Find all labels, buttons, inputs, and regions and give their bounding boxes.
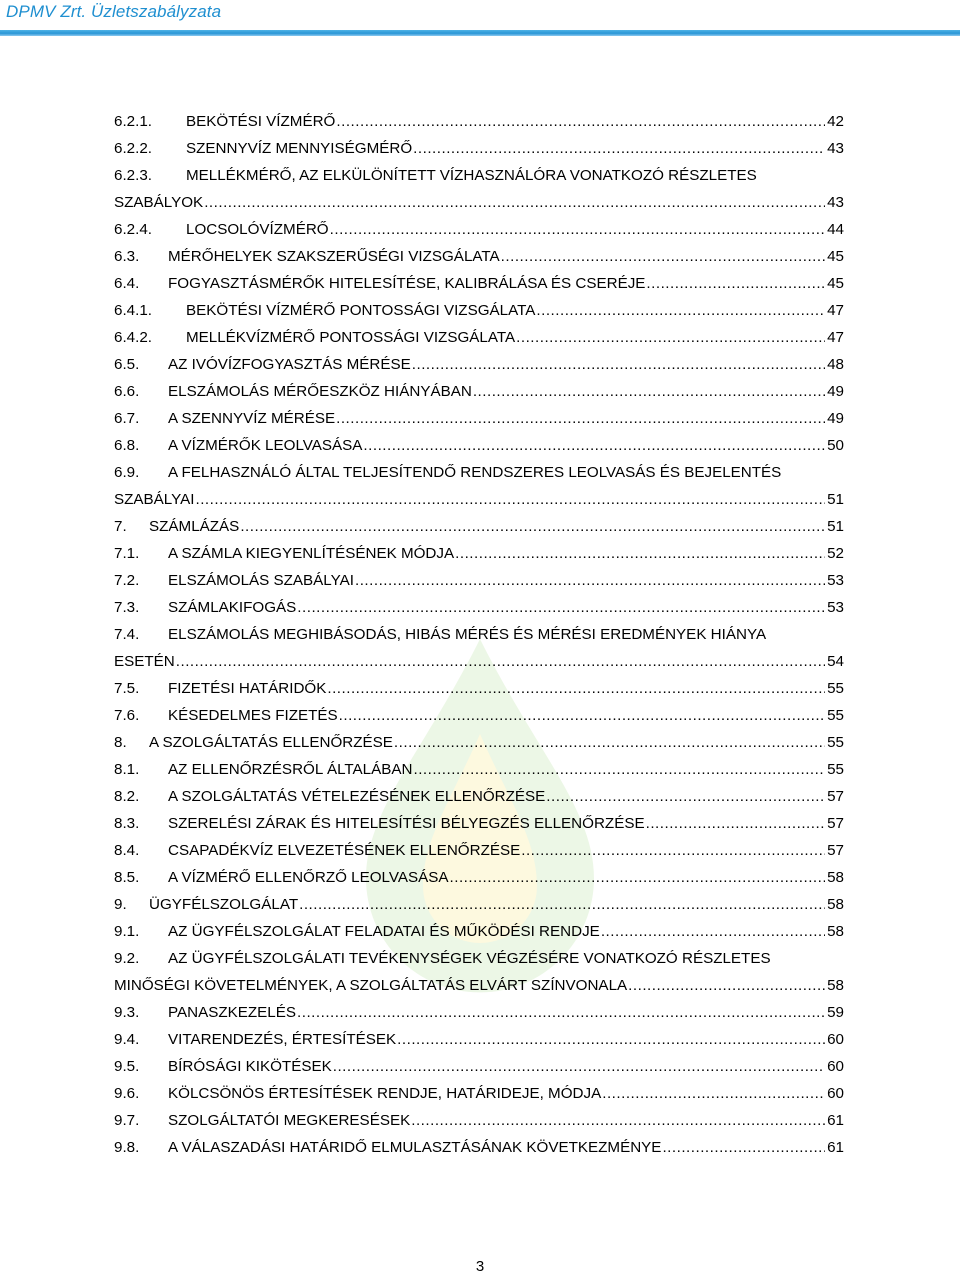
toc-entry-title: LOCSOLÓVÍZMÉRŐ (186, 221, 329, 238)
toc-entry-title: MINŐSÉGI KÖVETELMÉNYEK, A SZOLGÁLTATÁS ELVÁRT SZÍNVONALA (114, 977, 628, 994)
toc-dot-leader (333, 1053, 825, 1080)
toc-entry[interactable] (114, 675, 844, 702)
page-header-title: DPMV Zrt. Üzletszabályzata (6, 2, 222, 21)
toc-entry-number: 6.4.1. (114, 302, 152, 319)
toc-entry-title: MÉRŐHELYEK SZAKSZERŰSÉGI VIZSGÁLATA (168, 248, 500, 265)
toc-entry[interactable] (114, 648, 844, 675)
toc-entry[interactable] (114, 486, 844, 513)
toc-entry-page: 53 (827, 572, 844, 589)
toc-dot-leader (628, 972, 825, 999)
toc-entry[interactable] (114, 405, 844, 432)
toc-dot-leader (646, 270, 825, 297)
toc-entry-title: FIZETÉSI HATÁRIDŐK (168, 680, 327, 697)
toc-entry-page: 59 (827, 1004, 844, 1021)
toc-entry-page: 61 (827, 1112, 844, 1129)
toc-entry-page: 57 (827, 788, 844, 805)
toc-entry-page: 53 (827, 599, 844, 616)
toc-entry-title: ELSZÁMOLÁS MÉRŐESZKÖZ HIÁNYÁBAN (168, 383, 472, 400)
toc-entry-title: SZÁMLAKIFOGÁS (168, 599, 297, 616)
toc-entry-title: SZERELÉSI ZÁRAK ÉS HITELESÍTÉSI BÉLYEGZÉS ELLENŐRZÉSE (168, 815, 645, 832)
toc-entry[interactable] (114, 162, 844, 189)
toc-entry-number: 6.2.3. (114, 167, 152, 184)
toc-entry[interactable] (114, 945, 844, 972)
toc-entry-title: A VÍZMÉRŐK LEOLVASÁSA (168, 437, 363, 454)
toc-entry-title: ÜGYFÉLSZOLGÁLAT (149, 896, 299, 913)
toc-dot-leader (204, 189, 825, 216)
toc-dot-leader (336, 405, 825, 432)
toc-entry-page: 44 (827, 221, 844, 238)
toc-entry-title: A SZOLGÁLTATÁS ELLENŐRZÉSE (149, 734, 393, 751)
toc-entry[interactable] (114, 864, 844, 891)
toc-entry[interactable] (114, 567, 844, 594)
toc-entry-number: 6.2.2. (114, 140, 152, 157)
toc-entry[interactable] (114, 810, 844, 837)
toc-entry-number: 8.5. (114, 869, 140, 886)
toc-dot-leader (516, 324, 825, 351)
toc-entry-page: 43 (827, 140, 844, 157)
toc-entry-page: 55 (827, 680, 844, 697)
toc-dot-leader (240, 513, 825, 540)
toc-entry[interactable] (114, 972, 844, 999)
toc-entry-number: 6.6. (114, 383, 140, 400)
toc-dot-leader (601, 918, 825, 945)
toc-entry-title: ELSZÁMOLÁS MEGHIBÁSODÁS, HIBÁS MÉRÉS ÉS MÉRÉSI EREDMÉNYEK HIÁNYA (168, 626, 767, 643)
toc-entry-title: ELSZÁMOLÁS SZABÁLYAI (168, 572, 354, 589)
toc-entry[interactable] (114, 1080, 844, 1107)
toc-entry-number: 6.2.1. (114, 113, 152, 130)
toc-entry-title: KÖLCSÖNÖS ÉRTESÍTÉSEK RENDJE, HATÁRIDEJE, MÓDJA (168, 1085, 602, 1102)
toc-dot-leader (521, 837, 825, 864)
toc-entry[interactable] (114, 999, 844, 1026)
toc-entry-title: AZ ÜGYFÉLSZOLGÁLATI TEVÉKENYSÉGEK VÉGZÉSÉRE VONATKOZÓ RÉSZLETES (168, 950, 771, 967)
toc-dot-leader (536, 297, 825, 324)
table-of-contents (114, 108, 844, 1161)
toc-entry-page: 48 (827, 356, 844, 373)
toc-dot-leader (646, 810, 826, 837)
toc-entry-page: 47 (827, 302, 844, 319)
toc-entry-page: 57 (827, 842, 844, 859)
toc-entry-page: 51 (827, 491, 844, 508)
toc-entry[interactable] (114, 243, 844, 270)
toc-entry[interactable] (114, 729, 844, 756)
toc-entry-page: 45 (827, 248, 844, 265)
toc-entry[interactable] (114, 891, 844, 918)
toc-dot-leader (397, 1026, 825, 1053)
toc-dot-leader (176, 648, 825, 675)
toc-entry[interactable] (114, 594, 844, 621)
toc-entry-number: 6.4.2. (114, 329, 152, 346)
toc-dot-leader (501, 243, 825, 270)
toc-entry-number: 9.5. (114, 1058, 140, 1075)
toc-entry[interactable] (114, 756, 844, 783)
toc-dot-leader (195, 486, 825, 513)
toc-entry-number: 7. (114, 518, 127, 535)
page-number: 3 (475, 1258, 485, 1275)
toc-entry-title: CSAPADÉKVÍZ ELVEZETÉSÉNEK ELLENŐRZÉSE (168, 842, 521, 859)
toc-entry[interactable] (114, 324, 844, 351)
toc-entry[interactable] (114, 1026, 844, 1053)
toc-entry[interactable] (114, 783, 844, 810)
toc-dot-leader (299, 891, 825, 918)
toc-entry-title: SZÁMLÁZÁS (149, 518, 240, 535)
toc-entry-page: 43 (827, 194, 844, 211)
toc-entry-page: 58 (827, 977, 844, 994)
toc-entry[interactable] (114, 1107, 844, 1134)
toc-entry-number: 8. (114, 734, 127, 751)
toc-dot-leader (297, 999, 825, 1026)
toc-dot-leader (662, 1134, 825, 1161)
toc-dot-leader (602, 1080, 825, 1107)
toc-entry-page: 47 (827, 329, 844, 346)
toc-entry-page: 61 (827, 1139, 844, 1156)
toc-entry-number: 7.5. (114, 680, 140, 697)
toc-entry-title: A SZÁMLA KIEGYENLÍTÉSÉNEK MÓDJA (168, 545, 455, 562)
toc-entry-number: 8.2. (114, 788, 140, 805)
toc-entry-number: 9.7. (114, 1112, 140, 1129)
toc-entry-page: 52 (827, 545, 844, 562)
toc-entry[interactable] (114, 1053, 844, 1080)
toc-dot-leader (363, 432, 825, 459)
toc-dot-leader (546, 783, 825, 810)
toc-entry-number: 9.6. (114, 1085, 140, 1102)
header-divider (0, 30, 960, 36)
toc-entry[interactable] (114, 135, 844, 162)
toc-entry-title: AZ ÜGYFÉLSZOLGÁLAT FELADATAI ÉS MŰKÖDÉSI RENDJE (168, 923, 600, 940)
toc-entry-number: 7.2. (114, 572, 140, 589)
toc-entry-title: KÉSEDELMES FIZETÉS (168, 707, 338, 724)
toc-dot-leader (412, 351, 825, 378)
toc-entry[interactable] (114, 540, 844, 567)
toc-entry-page: 58 (827, 896, 844, 913)
toc-entry-page: 51 (827, 518, 844, 535)
toc-dot-leader (339, 702, 825, 729)
toc-entry[interactable] (114, 351, 844, 378)
toc-entry-title: AZ ELLENŐRZÉSRŐL ÁLTALÁBAN (168, 761, 413, 778)
toc-entry-title: A VÁLASZADÁSI HATÁRIDŐ ELMULASZTÁSÁNAK KÖVETKEZMÉNYE (168, 1139, 662, 1156)
toc-entry-number: 7.3. (114, 599, 140, 616)
toc-entry-title: A SZENNYVÍZ MÉRÉSE (168, 410, 336, 427)
toc-dot-leader (450, 864, 826, 891)
toc-entry-number: 9.2. (114, 950, 140, 967)
toc-entry-title: FOGYASZTÁSMÉRŐK HITELESÍTÉSE, KALIBRÁLÁSA ÉS CSERÉJE (168, 275, 646, 292)
toc-dot-leader (455, 540, 825, 567)
toc-entry-number: 6.3. (114, 248, 140, 265)
toc-dot-leader (355, 567, 825, 594)
toc-entry-number: 9.4. (114, 1031, 140, 1048)
toc-entry[interactable] (114, 378, 844, 405)
toc-entry-title: AZ IVÓVÍZFOGYASZTÁS MÉRÉSE (168, 356, 411, 373)
toc-entry-title: A FELHASZNÁLÓ ÁLTAL TELJESÍTENDŐ RENDSZERES LEOLVASÁS ÉS BEJELENTÉS (168, 464, 782, 481)
toc-entry-title: SZABÁLYAI (114, 491, 195, 508)
toc-entry-number: 9. (114, 896, 127, 913)
toc-entry-title: SZENNYVÍZ MENNYISÉGMÉRŐ (186, 140, 413, 157)
toc-entry-title: A VÍZMÉRŐ ELLENŐRZŐ LEOLVASÁSA (168, 869, 449, 886)
toc-entry-number: 8.3. (114, 815, 140, 832)
toc-entry-page: 49 (827, 383, 844, 400)
toc-entry[interactable] (114, 459, 844, 486)
toc-entry-page: 42 (827, 113, 844, 130)
toc-entry-page: 60 (827, 1058, 844, 1075)
toc-entry-number: 7.6. (114, 707, 140, 724)
toc-entry[interactable] (114, 702, 844, 729)
toc-entry[interactable] (114, 432, 844, 459)
toc-entry-page: 58 (827, 869, 844, 886)
toc-entry-page: 60 (827, 1085, 844, 1102)
toc-dot-leader (327, 675, 825, 702)
toc-entry[interactable] (114, 297, 844, 324)
toc-entry-title: VITARENDEZÉS, ÉRTESÍTÉSEK (168, 1031, 397, 1048)
toc-entry-number: 7.1. (114, 545, 140, 562)
toc-entry[interactable] (114, 918, 844, 945)
toc-entry-page: 55 (827, 734, 844, 751)
toc-entry-number: 6.9. (114, 464, 140, 481)
toc-dot-leader (336, 108, 825, 135)
toc-entry-title: SZABÁLYOK (114, 194, 204, 211)
toc-entry-page: 49 (827, 410, 844, 427)
toc-entry[interactable] (114, 1134, 844, 1161)
toc-entry-number: 9.8. (114, 1139, 140, 1156)
toc-entry-page: 45 (827, 275, 844, 292)
toc-dot-leader (473, 378, 825, 405)
toc-entry-number: 9.1. (114, 923, 140, 940)
toc-entry-number: 6.2.4. (114, 221, 152, 238)
toc-entry-title: ESETÉN (114, 653, 175, 670)
toc-entry-title: BEKÖTÉSI VÍZMÉRŐ (186, 113, 336, 130)
toc-entry-page: 55 (827, 761, 844, 778)
toc-entry-number: 8.4. (114, 842, 140, 859)
toc-entry-page: 60 (827, 1031, 844, 1048)
toc-entry-number: 6.4. (114, 275, 140, 292)
toc-entry[interactable] (114, 837, 844, 864)
toc-entry-title: SZOLGÁLTATÓI MEGKERESÉSEK (168, 1112, 411, 1129)
toc-entry-page: 50 (827, 437, 844, 454)
toc-entry[interactable] (114, 270, 844, 297)
toc-entry-page: 55 (827, 707, 844, 724)
toc-dot-leader (411, 1107, 825, 1134)
toc-entry-page: 54 (827, 653, 844, 670)
toc-entry[interactable] (114, 108, 844, 135)
toc-dot-leader (413, 756, 825, 783)
toc-entry-number: 8.1. (114, 761, 140, 778)
toc-entry-title: MELLÉKMÉRŐ, AZ ELKÜLÖNÍTETT VÍZHASZNÁLÓRA VONATKOZÓ RÉSZLETES (186, 167, 757, 184)
toc-entry-number: 6.7. (114, 410, 140, 427)
toc-entry[interactable] (114, 513, 844, 540)
toc-entry-number: 7.4. (114, 626, 140, 643)
toc-entry-page: 57 (827, 815, 844, 832)
toc-entry[interactable] (114, 216, 844, 243)
toc-entry-number: 6.8. (114, 437, 140, 454)
toc-entry-number: 6.5. (114, 356, 140, 373)
toc-entry-title: A SZOLGÁLTATÁS VÉTELEZÉSÉNEK ELLENŐRZÉSE (168, 788, 546, 805)
toc-entry-title: MELLÉKVÍZMÉRŐ PONTOSSÁGI VIZSGÁLATA (186, 329, 516, 346)
toc-dot-leader (413, 135, 825, 162)
toc-dot-leader (330, 216, 825, 243)
toc-dot-leader (394, 729, 825, 756)
toc-dot-leader (297, 594, 825, 621)
toc-entry-page: 58 (827, 923, 844, 940)
toc-entry-title: BÍRÓSÁGI KIKÖTÉSEK (168, 1058, 332, 1075)
toc-entry-title: PANASZKEZELÉS (168, 1004, 297, 1021)
toc-entry[interactable] (114, 621, 844, 648)
toc-entry-title: BEKÖTÉSI VÍZMÉRŐ PONTOSSÁGI VIZSGÁLATA (186, 302, 536, 319)
toc-entry-number: 9.3. (114, 1004, 140, 1021)
toc-entry[interactable] (114, 189, 844, 216)
